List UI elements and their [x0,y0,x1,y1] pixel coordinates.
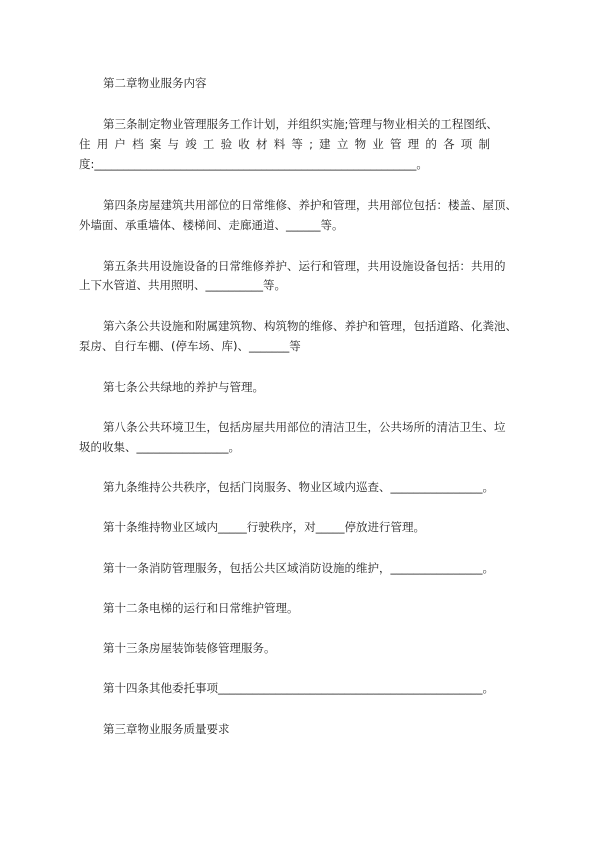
article-13: 第十三条房屋装饰装修管理服务。 [103,641,276,655]
article-4-line-2: 外墙面、承重墙体、楼梯间、走廊通道、______等。 [79,218,344,232]
article-14: 第十四条其他委托事项______________________________________________。 [103,681,494,695]
article-6-line-1: 第六条公共设施和附属建筑物、构筑物的维修、养护和管理，包括道路、化粪池、 [103,319,517,333]
article-5-line-2: 上下水管道、共用照明、__________等。 [79,278,286,292]
article-3-line-2: 住用户档案与竣工验收材料等;建立物业管理的各项制 [79,137,497,151]
article-3-line-3: 度:________________________________________________________。 [79,157,428,171]
article-9: 第九条维持公共秩序，包括门岗服务、物业区域内巡查、________________。 [103,480,494,494]
article-3-line-1: 第三条制定物业管理服务工作计划，并组织实施;管理与物业相关的工程图纸、 [103,117,498,131]
article-5-line-1: 第五条共用设施设备的日常维修养护、运行和管理，共用设施设备包括：共用的 [103,259,506,273]
article-8-line-1: 第八条公共环境卫生，包括房屋共用部位的清洁卫生，公共场所的清洁卫生、垃 [103,420,506,434]
article-10: 第十条维持物业区域内_____行驶秩序，对_____停放进行管理。 [103,520,425,534]
chapter-2-heading: 第二章物业服务内容 [103,76,207,90]
article-4-line-1: 第四条房屋建筑共用部位的日常维修、养护和管理，共用部位包括：楼盖、屋顶、 [103,198,517,212]
article-7: 第七条公共绿地的养护与管理。 [103,380,264,394]
article-8-line-2: 圾的收集、________________。 [79,440,240,454]
chapter-3-heading: 第三章物业服务质量要求 [103,722,230,736]
article-12: 第十二条电梯的运行和日常维护管理。 [103,601,299,615]
article-11: 第十一条消防管理服务，包括公共区域消防设施的维护，________________。 [103,561,494,575]
article-6-line-2: 泵房、自行车棚、(停车场、库)、_______等 [79,339,301,353]
